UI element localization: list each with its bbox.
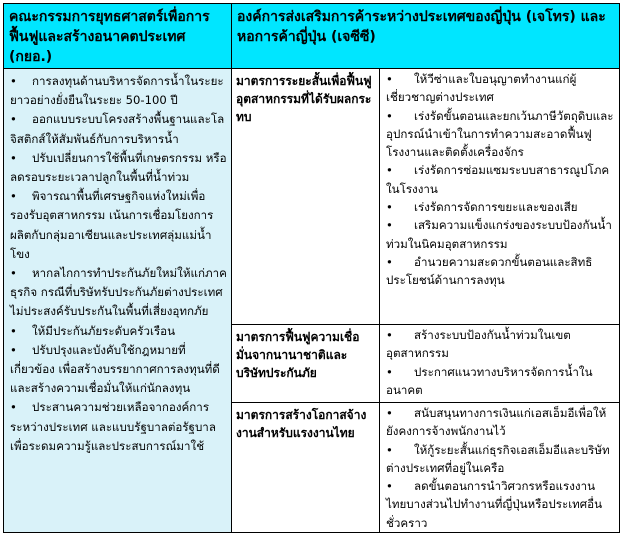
left-item: • ออกแบบระบบโครงสร้างพื้นฐานและโลจิสติกส์ให้สัมพันธ์กับการบริหารน้ำ xyxy=(10,112,225,146)
measure-item: • เร่งรัดการซ่อมแซมระบบสาธารณูปโภคในโรงงาน xyxy=(386,163,610,196)
measure-label: มาตรการระยะสั้นเพื่อฟื้นฟูอุตสาหกรรมที่ได้รับผลกระทบ xyxy=(232,69,380,324)
measure-row-short-term xyxy=(232,69,619,325)
left-item: • พิจารณาพื้นที่เศรษฐกิจแห่งใหม่เพื่อรองรับอุตสาหกรรม เน้นการเชื่อมโยงการผลิตกับกลุ่มอาเซียนและประเทศลุ่มแม่น้ำโขง xyxy=(10,189,214,261)
left-item: • ให้มีประกันภัยระดับครัวเรือน xyxy=(10,322,227,341)
measure-label: มาตรการฟื้นฟูความเชื่อมั่นจากนานาชาติและบริษัทประกันภัย xyxy=(232,325,380,402)
measure-item: • ให้กู้ระยะสั้นแก่ธุรกิจเอสเอ็มอีและบริษัทต่างประเทศที่อยู่ในเครือ xyxy=(386,442,610,475)
bullet-icon: • xyxy=(386,163,393,178)
bullet-icon: • xyxy=(10,266,17,281)
measure-item: • ให้วีซ่าและใบอนุญาตทำงานแก่ผู้เชี่ยวชาญต่างประเทศ xyxy=(386,72,577,105)
measure-item: • เสริมความแข็งแกร่งของระบบป้องกันน้ำท่วมในนิคมอุตสาหกรรม xyxy=(386,218,612,251)
bullet-icon: • xyxy=(386,254,393,269)
left-item: • ปรับปรุงและบังคับใช้กฎหมายที่เกี่ยวข้อง เพื่อสร้างบรรยากาศการลงทุนที่ดีและสร้างความเชื่อมั่นให้แก่นักลงทุน xyxy=(10,342,220,396)
bullet-icon: • xyxy=(10,400,17,415)
bullet-icon: • xyxy=(10,189,17,204)
measure-item: • สร้างระบบป้องกันน้ำท่วมในเขตอุตสาหกรรม xyxy=(386,328,571,361)
bullet-icon: • xyxy=(386,328,393,342)
measure-item: • เร่งรัดการจัดการขยะและของเสีย xyxy=(386,198,615,216)
left-item: • ปรับเปลี่ยนการใช้พื้นที่เกษตรกรรม หรือลดรอบระยะเวลาปลูกในพื้นที่น้ำท่วม xyxy=(10,150,227,185)
header-right: องค์การส่งเสริมการค้าระหว่างประเทศของญี่ปุ่น (เจโทร) และหอการค้าญี่ปุ่น (เจซีซี) xyxy=(232,4,619,69)
bullet-icon: • xyxy=(10,323,17,338)
measure-label: มาตรการสร้างโอกาสจ้างงานสำหรับแรงงานไทย xyxy=(232,403,380,532)
measure-items xyxy=(380,69,619,324)
left-item: • การลงทุนด้านบริหารจัดการน้ำในระยะยาวอย่างยั่งยืนในระยะ 50-100 ปี xyxy=(10,74,224,108)
left-item: • หากลไกการทำประกันภัยใหม่ให้แก่ภาคธุรกิจ กรณีที่บริษัทรับประกันภัยต่างประเทศ ไม่ประสงค์รับประกันในพื้นที่เสี่ยงอุทกภัย xyxy=(10,266,227,319)
bullet-icon: • xyxy=(386,364,393,379)
left-column xyxy=(4,69,232,532)
bullet-icon: • xyxy=(10,74,17,88)
measure-item: • เร่งรัดขั้นตอนและยกเว้นภาษีวัตถุดิบและอุปกรณ์นำเข้าในการทำความสะอาดฟื้นฟูโรงงานและติดตั้งเครื่องจักร xyxy=(386,108,614,160)
measure-row-employment xyxy=(232,403,619,532)
measure-item: • ลดขั้นตอนการนำวิศวกรหรือแรงงานไทยบางส่วนไปทำงานที่ญี่ปุ่นหรือประเทศอื่นชั่วคราว xyxy=(386,479,603,530)
bullet-icon: • xyxy=(386,406,393,420)
bullet-icon: • xyxy=(386,72,393,86)
measures-table xyxy=(3,3,620,533)
bullet-icon: • xyxy=(386,442,393,457)
bullet-icon: • xyxy=(386,218,393,233)
measure-items xyxy=(380,325,619,402)
measure-item: • อำนวยความสะดวกขั้นตอนและสิทธิประโยชน์ด้านการลงทุน xyxy=(386,254,593,288)
bullet-icon: • xyxy=(10,342,17,357)
measure-item: • ประกาศแนวทางบริหารจัดการน้ำในอนาคต xyxy=(386,364,593,397)
bullet-icon: • xyxy=(10,150,17,165)
measure-item: • สนับสนุนทางการเงินแก่เอสเอ็มอีเพื่อให้ยังคงการจ้างพนักงานไว้ xyxy=(386,406,607,439)
bullet-icon: • xyxy=(10,112,17,127)
bullet-icon: • xyxy=(386,479,393,494)
bullet-icon: • xyxy=(386,108,393,123)
measure-row-confidence xyxy=(232,325,619,403)
left-item: • ประสานความช่วยเหลือจากองค์การระหว่างประเทศ และแบบรัฐบาลต่อรัฐบาล เพื่อระดมความรู้และประสบการณ์มาใช้ xyxy=(10,400,216,453)
measure-items xyxy=(380,403,619,532)
bullet-icon: • xyxy=(386,200,393,215)
header-left: คณะกรรมการยุทธศาสตร์เพื่อการฟื้นฟูและสร้างอนาคตประเทศ (กยอ.) xyxy=(4,4,232,69)
